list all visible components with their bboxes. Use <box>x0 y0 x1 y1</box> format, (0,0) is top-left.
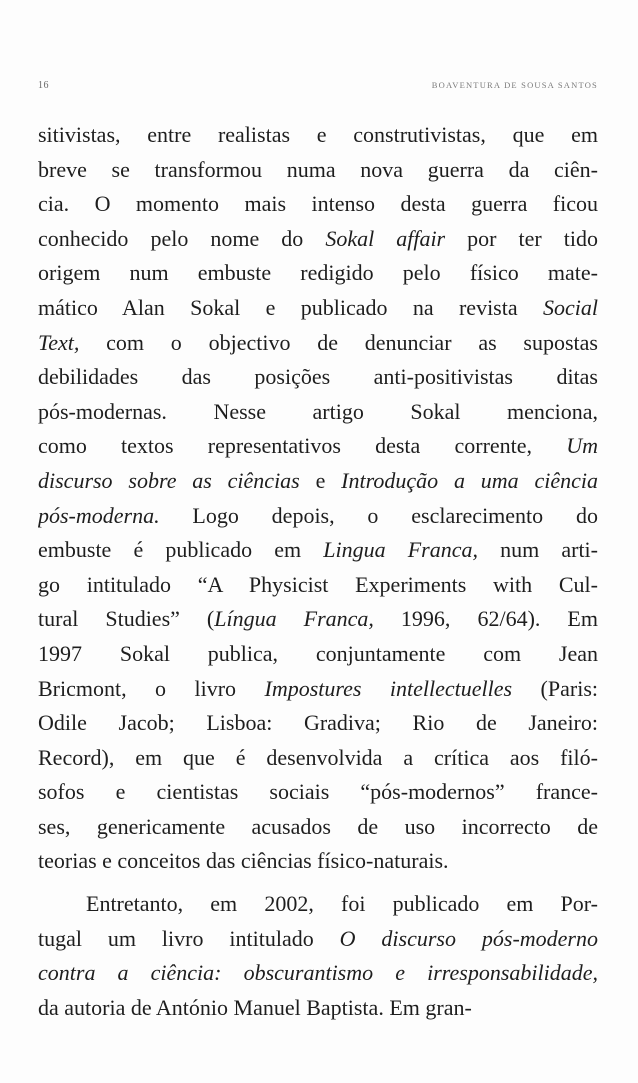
italic-text: Introdução a uma ciência <box>341 467 598 493</box>
text-run: e <box>299 467 342 493</box>
text-line <box>38 706 598 741</box>
text-line <box>38 360 598 395</box>
text-run: ses, genericamente acusados de uso incorrecto de <box>38 813 598 839</box>
text-line <box>38 991 598 1026</box>
italic-text: pós-moderna. <box>38 502 160 528</box>
italic-text: Lingua Franca, <box>323 537 478 563</box>
text-run: teorias e conceitos das ciências físico-naturais. <box>38 848 449 874</box>
paragraph <box>38 118 598 879</box>
italic-text: O discurso pós-moderno <box>339 925 598 951</box>
text-run: num arti- <box>477 537 598 563</box>
text-run: origem num embuste redigido pelo físico mate- <box>38 260 598 286</box>
text-run: cia. O momento mais intenso desta guerra ficou <box>38 191 598 217</box>
text-run: embuste é publicado em <box>38 537 324 563</box>
text-run: sofos e cientistas sociais “pós-modernos” france- <box>38 779 598 805</box>
text-run: por ter tido <box>445 225 598 251</box>
text-line <box>38 464 598 499</box>
text-line <box>38 499 598 534</box>
text-run: Logo depois, o esclarecimento do <box>159 502 598 528</box>
text-run: pós-modernas. Nesse artigo Sokal menciona, <box>38 398 598 424</box>
italic-text: Língua Franca, <box>214 606 374 632</box>
text-run: tural Studies” ( <box>38 606 215 632</box>
text-run: Odile Jacob; Lisboa: Gradiva; Rio de Janeiro: <box>38 710 598 736</box>
text-line <box>38 922 598 957</box>
text-run: 1997 Sokal publica, conjuntamente com Jean <box>38 640 598 666</box>
text-line <box>38 568 598 603</box>
text-run: (Paris: <box>512 675 598 701</box>
text-run: mático Alan Sokal e publicado na revista <box>38 294 543 320</box>
italic-text: discurso sobre as ciências <box>38 467 300 493</box>
text-run: go intitulado “A Physicist Experiments with Cul- <box>38 571 598 597</box>
text-line <box>38 602 598 637</box>
text-line <box>38 887 598 922</box>
text-line <box>38 775 598 810</box>
text-run: como textos representativos desta corrente, <box>38 433 567 459</box>
text-line <box>38 672 598 707</box>
text-run: breve se transformou numa nova guerra da ciên- <box>38 156 598 182</box>
text-line <box>38 810 598 845</box>
text-line <box>38 844 598 879</box>
paragraph-gap <box>38 879 598 887</box>
text-run: Bricmont, o livro <box>38 675 265 701</box>
italic-text: Impostures intellectuelles <box>264 675 513 701</box>
text-run: conhecido pelo nome do <box>38 225 326 251</box>
text-run: 1996, 62/64). Em <box>373 606 598 632</box>
text-line <box>38 429 598 464</box>
running-head: BOAVENTURA DE SOUSA SANTOS <box>431 80 598 90</box>
italic-text: Text, <box>38 329 80 355</box>
text-line <box>38 187 598 222</box>
italic-text: Um <box>566 433 598 459</box>
text-line <box>38 326 598 361</box>
text-line <box>38 637 598 672</box>
text-run: sitivistas, entre realistas e construtivistas, que em <box>38 122 598 147</box>
text-line <box>38 256 598 291</box>
text-line <box>38 533 598 568</box>
paragraph <box>38 887 598 1025</box>
page-header <box>38 80 598 96</box>
italic-text: Sokal affair <box>325 225 446 251</box>
body-text <box>38 118 598 1025</box>
text-line <box>38 222 598 257</box>
text-line <box>38 395 598 430</box>
italic-text: Social <box>543 294 598 320</box>
text-line <box>38 118 598 153</box>
text-run: Record), em que é desenvolvida a crítica aos filó- <box>38 744 598 770</box>
text-line <box>38 741 598 776</box>
page-number: 16 <box>38 80 49 91</box>
text-run: tugal um livro intitulado <box>38 925 340 951</box>
text-line <box>38 153 598 188</box>
text-run: da autoria de António Manuel Baptista. Em gran- <box>38 994 472 1020</box>
text-run: debilidades das posições anti-positivistas ditas <box>38 364 598 390</box>
italic-text: contra a ciência: obscurantismo e irresponsabilidade, <box>38 960 598 986</box>
text-run: com o objectivo de denunciar as supostas <box>79 329 598 355</box>
text-line <box>38 291 598 326</box>
text-line <box>38 956 598 991</box>
text-run: Entretanto, em 2002, foi publicado em Por- <box>86 891 598 917</box>
